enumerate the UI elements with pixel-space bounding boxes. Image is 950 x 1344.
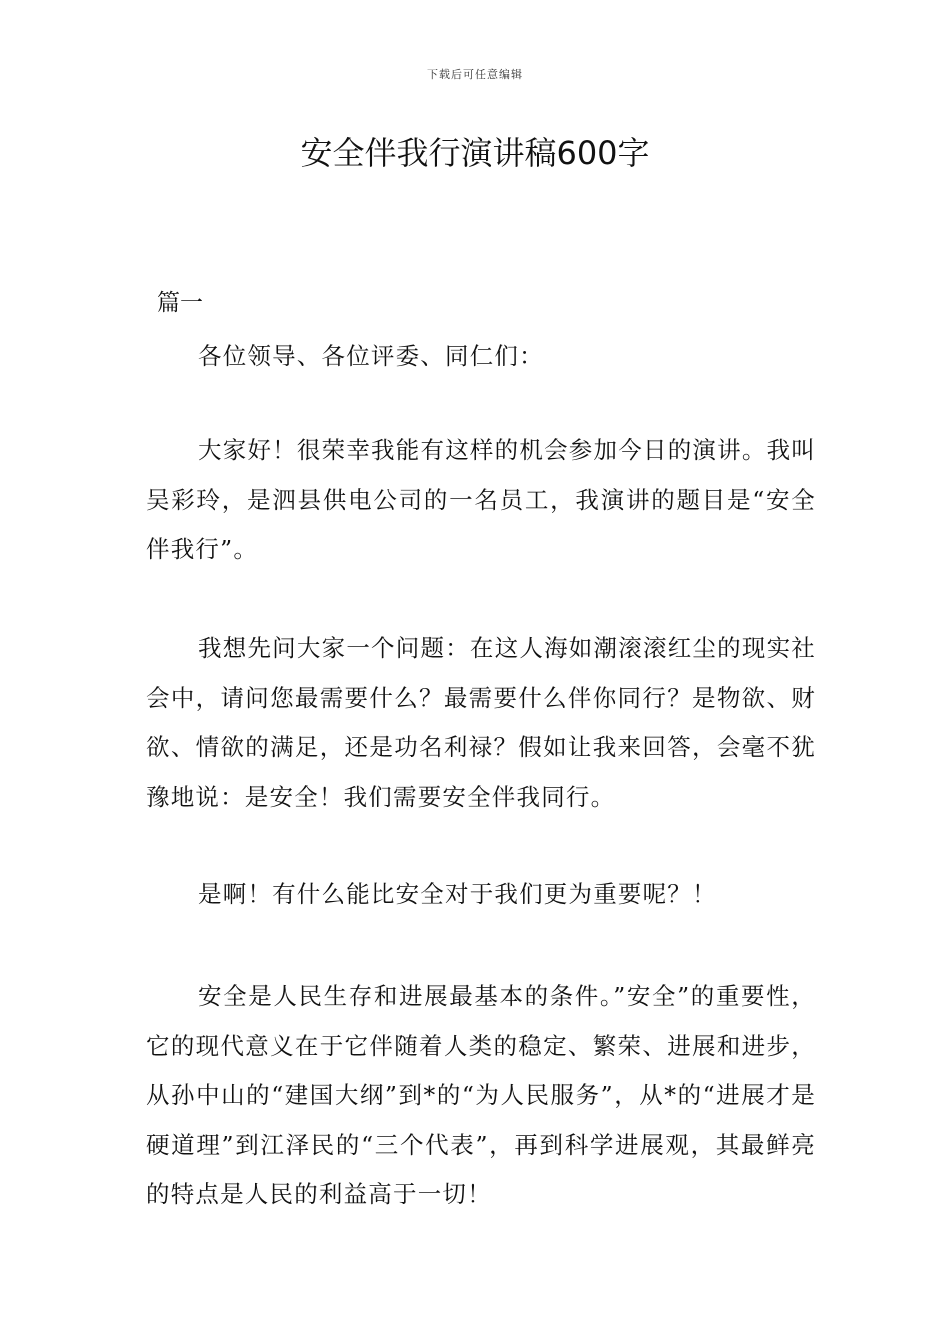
paragraph-safety: 安全是人民生存和进展最基本的条件。”安全”的重要性，它的现代意义在于它伴随着人类的稳定、繁荣、进展和进步，从孙中山的“建国大纲”到*的“为人民服务”，从*的“进展才是硬道理”到江泽民的“三个代表”，再到科学进展观，其最鲜亮的特点是人民的利益高于一切！ (146, 982, 816, 1208)
salutation-block (146, 332, 816, 382)
paragraph-block (146, 624, 816, 822)
paragraph-block (146, 972, 816, 1220)
paragraph-exclamation: 是啊！有什么能比安全对于我们更为重要呢？！ (198, 880, 717, 908)
header-note: 下载后可任意编辑 (427, 68, 523, 81)
paragraph-intro: 大家好！很荣幸我能有这样的机会参加今日的演讲。我叫吴彩玲，是泗县供电公司的一名员工，我演讲的题目是“安全伴我行”。 (146, 436, 816, 563)
salutation: 各位领导、各位评委、同仁们： (198, 342, 544, 370)
paragraph-block (146, 426, 816, 575)
document-title: 安全伴我行演讲稿600字 (300, 134, 650, 172)
section-label: 篇一 (157, 290, 203, 316)
paragraph-question: 我想先问大家一个问题：在这人海如潮滚滚红尘的现实社会中，请问您最需要什么？最需要什么伴你同行？是物欲、财欲、情欲的满足，还是功名利禄？假如让我来回答，会毫不犹豫地说：是安全！我们需要安全伴我同行。 (146, 634, 816, 811)
paragraph-block (146, 870, 816, 920)
